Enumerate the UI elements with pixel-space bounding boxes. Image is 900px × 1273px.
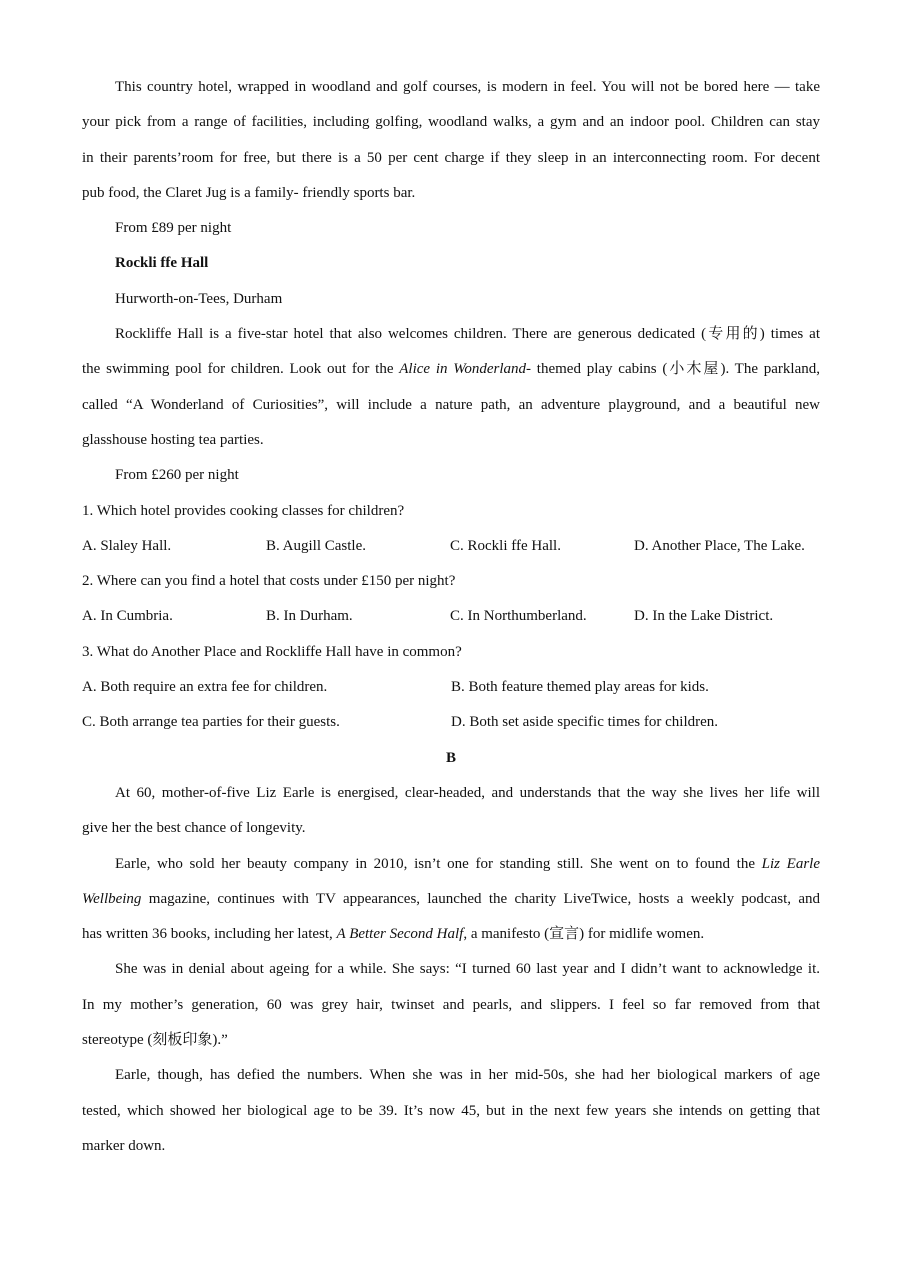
paragraph-line: stereotype (刻板印象).” [82, 1032, 228, 1049]
option-row [82, 599, 820, 634]
paragraph-line: your pick from a range of facilities, including golfing, woodland walks, a gym and an indoor pool. Children can stay [82, 114, 820, 131]
article-paragraph [82, 847, 820, 953]
question-text: 1. Which hotel provides cooking classes for children? [82, 502, 405, 519]
paragraph-line: At 60, mother-of-five Liz Earle is energised, clear-headed, and understands that the way she lives her life will [115, 784, 820, 801]
question-block [82, 564, 820, 635]
paragraph-line: glasshouse hosting tea parties. [82, 431, 264, 448]
paragraph-line: In my mother’s generation, 60 was grey hair, twinset and pearls, and slippers. I feel so far removed from that [82, 996, 820, 1013]
hotel-intro-paragraph [82, 70, 820, 211]
paragraph-line [82, 882, 820, 917]
option-d: D. Both set aside specific times for children. [451, 714, 719, 731]
option-c: C. Rockli ffe Hall. [450, 537, 561, 554]
option-a: A. Both require an extra fee for children. [82, 679, 328, 696]
italic-title: Wellbeing [82, 890, 142, 907]
option-a: A. In Cumbria. [82, 608, 173, 625]
paragraph-line [82, 917, 820, 952]
option-c: C. In Northumberland. [450, 608, 587, 625]
paragraph-line: She was in denial about ageing for a while. She says: “I turned 60 last year and I didn’t want to acknowledge it. [115, 961, 820, 978]
hotel-name: Rockli ffe Hall [115, 255, 209, 272]
paragraph-line: tested, which showed her biological age to be 39. It’s now 45, but in the next few years she intends on getting that [82, 1102, 820, 1119]
text-run: - themed play cabins (小木屋). The parkland, [526, 361, 820, 378]
article-paragraph [82, 1058, 820, 1164]
document-page [82, 70, 820, 1164]
article-paragraph [82, 952, 820, 1058]
hotel-location: Hurworth-on-Tees, Durham [115, 290, 283, 307]
option-b: B. Augill Castle. [266, 537, 367, 554]
option-a: A. Slaley Hall. [82, 537, 172, 554]
paragraph-line [82, 352, 820, 387]
option-b: B. Both feature themed play areas for kids. [451, 679, 709, 696]
paragraph-line: pub food, the Claret Jug is a family- friendly sports bar. [82, 184, 416, 201]
paragraph-line: Rockliffe Hall is a five-star hotel that also welcomes children. There are generous dedicated (专用的) times at [115, 326, 820, 343]
paragraph-line: give her the best chance of longevity. [82, 820, 306, 837]
text-run: , a manifesto (宣言) for midlife women. [463, 926, 705, 943]
question-block [82, 494, 820, 565]
hotel-description-paragraph [82, 317, 820, 458]
article-paragraph [82, 776, 820, 847]
paragraph-line: This country hotel, wrapped in woodland and golf courses, is modern in feel. You will not be bored here — take [115, 79, 820, 95]
question-text: 3. What do Another Place and Rockliffe Hall have in common? [82, 643, 462, 660]
text-run: magazine, continues with TV appearances, launched the charity LiveTwice, hosts a weekly podcast, and [141, 890, 820, 907]
option-row [82, 670, 820, 705]
question-block [82, 635, 820, 741]
paragraph-line: called “A Wonderland of Curiosities”, will include a nature path, an adventure playground, and a beautiful new [82, 396, 820, 413]
option-b: B. In Durham. [266, 608, 353, 625]
section-heading: B [445, 749, 456, 766]
option-row [82, 529, 820, 564]
text-run: Earle, who sold her beauty company in 2010, isn’t one for standing still. She went on to found the [115, 855, 762, 872]
question-text: 2. Where can you find a hotel that costs under £150 per night? [82, 573, 456, 590]
option-row [82, 705, 820, 740]
text-run: the swimming pool for children. Look out for the [82, 361, 400, 378]
paragraph-line: in their parents’room for free, but there is a 50 per cent charge if they sleep in an interconnecting room. For decent [82, 149, 820, 166]
option-d: D. In the Lake District. [634, 608, 774, 625]
paragraph-line: Earle, though, has defied the numbers. When she was in her mid-50s, she had her biological markers of age [115, 1067, 820, 1084]
option-d: D. Another Place, The Lake. [634, 537, 805, 554]
italic-title: A Better Second Half [336, 926, 464, 943]
paragraph-line: marker down. [82, 1137, 166, 1154]
italic-title: Alice in Wonderland [399, 361, 527, 378]
italic-title: Liz Earle [761, 855, 820, 872]
text-run: has written 36 books, including her latest, [82, 926, 337, 943]
hotel-price: From £260 per night [115, 467, 239, 484]
hotel-price: From £89 per night [115, 220, 232, 237]
option-c: C. Both arrange tea parties for their guests. [82, 714, 340, 731]
paragraph-line [82, 847, 820, 882]
